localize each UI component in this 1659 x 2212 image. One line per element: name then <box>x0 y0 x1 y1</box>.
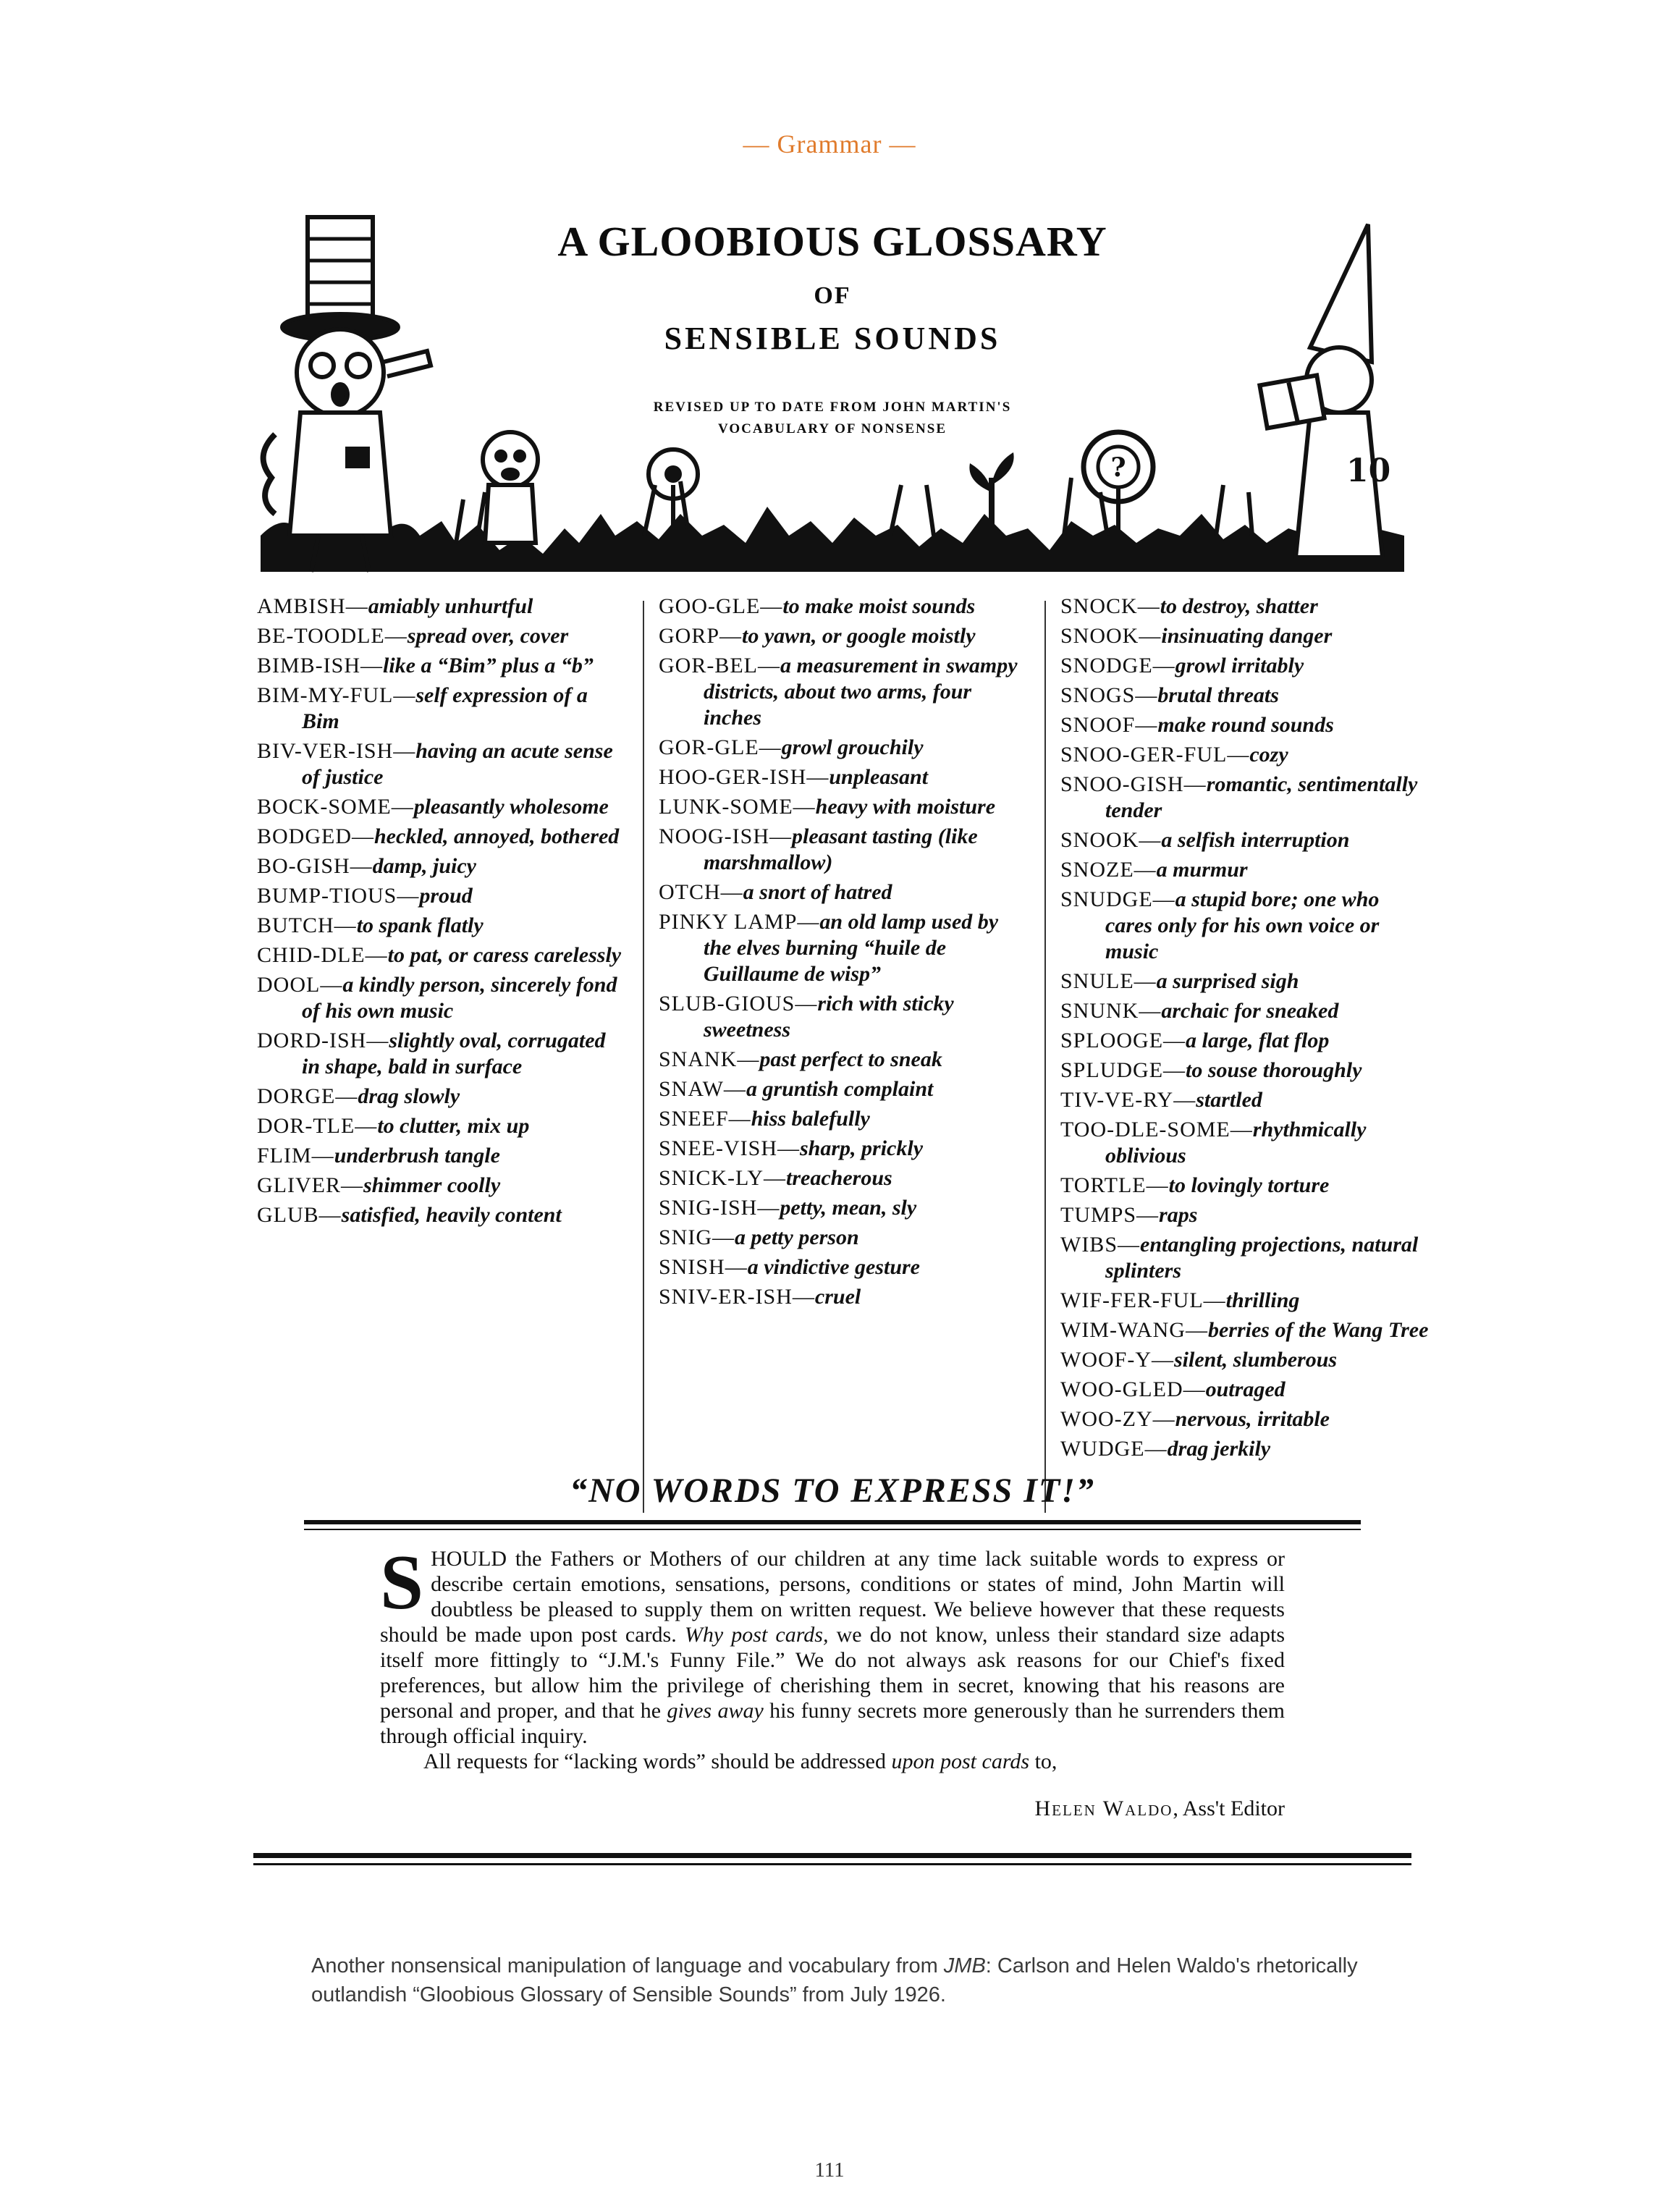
glossary-definition: a gruntish complaint <box>746 1077 934 1101</box>
glossary-definition: a murmur <box>1156 858 1248 882</box>
column-divider <box>643 601 644 1513</box>
glossary-term: DORGE— <box>257 1084 358 1108</box>
glossary-entry <box>1060 742 1430 768</box>
glossary-term: BUMP-TIOUS— <box>257 884 420 908</box>
glossary-definition: startled <box>1196 1088 1262 1112</box>
glossary-definition: amiably unhurtful <box>368 594 533 618</box>
page-number: 111 <box>814 2158 845 2182</box>
glossary-definition: underbrush tangle <box>334 1144 500 1168</box>
glossary-entry <box>257 1113 626 1139</box>
glossary-definition: drag slowly <box>358 1084 460 1108</box>
glossary-term: CHID-DLE— <box>257 943 388 967</box>
glossary-definition: a large, flat flop <box>1186 1029 1330 1052</box>
glossary-definition: to pat, or caress carelessly <box>387 943 622 967</box>
glossary-entry <box>659 879 1028 906</box>
glossary-definition: an old lamp used by the elves burning “huile de Guillaume de wisp” <box>704 910 999 986</box>
glossary-subtitle: SENSIBLE SOUNDS <box>664 321 1001 356</box>
glossary-definition: spread over, cover <box>407 624 569 648</box>
glossary-term: GOO-GLE— <box>659 594 783 618</box>
glossary-entry <box>1060 968 1430 995</box>
glossary-definition: heckled, annoyed, bothered <box>374 824 620 848</box>
glossary-definition: proud <box>419 884 473 908</box>
heading-rule-thin <box>304 1529 1361 1530</box>
glossary-term: SNIV-ER-ISH— <box>659 1285 815 1309</box>
glossary-term: SNEE-VISH— <box>659 1136 800 1160</box>
notice-text-part: we do not know, unless their standard size adapts itself more fittingly to “J.M.'s Funny File.” We do not always ask reasons for our Chief's fixed preferences, but allow him the privilege of cherishing them in secret, knowing that his reasons are personal and proper, and that he <box>380 1623 1285 1723</box>
flower-right-icon <box>1084 432 1153 543</box>
glossary-term: WUDGE— <box>1060 1437 1168 1461</box>
glossary-definition: cozy <box>1249 743 1288 767</box>
glossary-entry <box>257 1143 626 1169</box>
glossary-definition: to clutter, mix up <box>377 1114 530 1138</box>
glossary-definition: silent, slumberous <box>1174 1348 1338 1372</box>
glossary-definition: to destroy, shatter <box>1160 594 1318 618</box>
glossary-entry <box>1060 1406 1430 1432</box>
heading-rule-thick <box>304 1520 1361 1524</box>
glossary-column-1 <box>257 594 626 1232</box>
glossary-term: PINKY LAMP— <box>659 910 820 934</box>
glossary-entry <box>1060 1028 1430 1054</box>
glossary-term: TOO-DLE-SOME— <box>1060 1118 1253 1141</box>
glossary-entry <box>659 764 1028 790</box>
glossary-term: BODGED— <box>257 824 374 848</box>
glossary-term: FLIM— <box>257 1144 334 1168</box>
notice-request-line: All requests for “lacking words” should be addressed upon post cards to, <box>423 1749 1058 1773</box>
glossary-term: TUMPS— <box>1060 1203 1160 1227</box>
glossary-definition: satisfied, heavily content <box>341 1203 562 1227</box>
figure-caption: Another nonsensical manipulation of language and vocabulary from JMB: Carlson and Helen Waldo's rhetorically outlandish “Gloobious Glossary of Sensible Sounds” from July 1926. <box>311 1954 1358 2006</box>
glossary-entry <box>659 1106 1028 1132</box>
glossary-definition: make round sounds <box>1157 713 1334 737</box>
glossary-definition: archaic for sneaked <box>1161 999 1339 1023</box>
glossary-entry <box>659 991 1028 1043</box>
glossary-definition: insinuating danger <box>1161 624 1333 648</box>
glossary-definition: nervous, irritable <box>1175 1407 1330 1431</box>
glossary-definition: a stupid bore; one who cares only for his own voice or music <box>1105 887 1380 963</box>
glossary-entry <box>1060 594 1430 620</box>
glossary-term: DOR-TLE— <box>257 1114 378 1138</box>
glossary-term: SNAW— <box>659 1077 746 1101</box>
glossary-entry <box>659 909 1028 987</box>
glossary-term: SNUDGE— <box>1060 887 1175 911</box>
glossary-entry <box>1060 1058 1430 1084</box>
glossary-definition: slightly oval, corrugated in shape, bald in surface <box>302 1029 606 1078</box>
glossary-term: SNOOK— <box>1060 828 1162 852</box>
glossary-term: BOCK-SOME— <box>257 795 414 819</box>
glossary-column-3 <box>1060 594 1430 1466</box>
glossary-term: SPLUDGE— <box>1060 1058 1186 1082</box>
glossary-entry <box>1060 857 1430 883</box>
glossary-entry <box>659 1076 1028 1102</box>
elf-reading-illustration <box>1259 224 1390 557</box>
glossary-definition: growl irritably <box>1175 654 1304 677</box>
glossary-term: SNIG— <box>659 1225 735 1249</box>
glossary-definition: drag jerkily <box>1167 1437 1271 1461</box>
glossary-entry <box>659 794 1028 820</box>
glossary-definition: to yawn, or google moistly <box>742 624 976 648</box>
glossary-definition: raps <box>1159 1203 1198 1227</box>
glossary-entry <box>659 623 1028 649</box>
glossary-definition: a vindictive gesture <box>747 1255 920 1279</box>
glossary-title-of: OF <box>814 282 851 309</box>
glossary-entry <box>257 1084 626 1110</box>
glossary-definition: entangling projections, natural splinters <box>1105 1233 1419 1283</box>
glossary-entry <box>1060 827 1430 853</box>
notice-text <box>380 1540 1286 1821</box>
glossary-entry <box>1060 1173 1430 1199</box>
glossary-entry <box>1060 1347 1430 1373</box>
glossary-entry <box>1060 1288 1430 1314</box>
glossary-definition: hiss balefully <box>751 1107 870 1131</box>
glossary-definition: to make moist sounds <box>782 594 976 618</box>
glossary-term: SNULE— <box>1060 969 1157 993</box>
glossary-term: SNOGS— <box>1060 683 1158 707</box>
glossary-term: SNIG-ISH— <box>659 1196 780 1220</box>
glossary-entry <box>659 594 1028 620</box>
glossary-definition: petty, mean, sly <box>780 1196 917 1220</box>
notice-signature <box>380 1796 1285 1821</box>
glossary-term: SNOO-GER-FUL— <box>1060 743 1250 767</box>
glossary-term: GLIVER— <box>257 1173 363 1197</box>
signature-name: Helen Waldo <box>1034 1797 1173 1820</box>
glossary-term: SNOCK— <box>1060 594 1160 618</box>
glossary-entry <box>257 653 626 679</box>
glossary-term: DORD-ISH— <box>257 1029 389 1052</box>
glossary-term: BE-TOODLE— <box>257 624 408 648</box>
glossary-entry <box>1060 887 1430 965</box>
notice-text-part: his funny secrets more generously than he surrenders them through official inquiry. <box>380 1699 1286 1748</box>
glossary-term: SNOOK— <box>1060 624 1162 648</box>
notice-text-part: HOULD the Fathers or Mothers of our children at any time lack suitable words to express or describe certain emotions, sensations, persons, conditions or states of mind, John Martin will doubtless be pleased to supply them on written request. We believe however that these requests should be made upon post cards. <box>380 1547 1285 1647</box>
glossary-term: SLUB-GIOUS— <box>659 992 818 1016</box>
revised-line-1: REVISED UP TO DATE FROM JOHN MARTIN'S <box>653 400 1012 415</box>
glossary-term: BO-GISH— <box>257 854 373 878</box>
glossary-term: WIF-FER-FUL— <box>1060 1288 1226 1312</box>
glossary-term: SNICK-LY— <box>659 1166 786 1190</box>
glossary-plate <box>239 195 1429 1820</box>
glossary-definition: a petty person <box>735 1225 859 1249</box>
glossary-term: SNOOF— <box>1060 713 1158 737</box>
glossary-entry <box>1060 1202 1430 1228</box>
glossary-term: SNEEF— <box>659 1107 751 1131</box>
glossary-entry <box>1060 683 1430 709</box>
dog-illustration <box>483 432 538 543</box>
glossary-entry <box>659 735 1028 761</box>
glossary-definition: self expression of a Bim <box>302 683 588 733</box>
glossary-term: GORP— <box>659 624 743 648</box>
glossary-definition: to souse thoroughly <box>1186 1058 1362 1082</box>
glossary-entry <box>1060 653 1430 679</box>
glossary-definition: treacherous <box>786 1166 892 1190</box>
glossary-entry <box>1060 772 1430 824</box>
glossary-entry <box>257 683 626 735</box>
glossary-definition: berries of the Wang Tree <box>1207 1318 1429 1342</box>
glossary-entry <box>1060 712 1430 738</box>
glossary-term: SNANK— <box>659 1047 760 1071</box>
glossary-entry <box>1060 998 1430 1024</box>
bottom-rule-thin <box>253 1863 1411 1865</box>
glossary-term: SNISH— <box>659 1255 748 1279</box>
glossary-term: WIBS— <box>1060 1233 1140 1257</box>
glossary-term: GOR-BEL— <box>659 654 780 677</box>
glossary-definition: to spank flatly <box>356 913 484 937</box>
glossary-definition: rhythmically oblivious <box>1105 1118 1367 1168</box>
glossary-term: SNOO-GISH— <box>1060 772 1207 796</box>
glossary-entry <box>257 738 626 790</box>
glossary-entry <box>1060 623 1430 649</box>
glossary-term: BIM-MY-FUL— <box>257 683 416 707</box>
glossary-term: BIV-VER-ISH— <box>257 739 416 763</box>
glossary-term: SPLOOGE— <box>1060 1029 1186 1052</box>
glossary-entry <box>1060 1087 1430 1113</box>
caption-italic: JMB <box>943 1954 986 1977</box>
glossary-entry <box>257 1173 626 1199</box>
glossary-definition: sharp, prickly <box>800 1136 924 1160</box>
column-divider <box>1044 601 1046 1513</box>
glossary-term: HOO-GER-ISH— <box>659 765 830 789</box>
glossary-definition: a snort of hatred <box>743 880 892 904</box>
glossary-entry <box>257 972 626 1024</box>
glossary-entry <box>659 1225 1028 1251</box>
glossary-definition: a kindly person, sincerely fond of his own music <box>302 973 617 1023</box>
glossary-entry <box>1060 1436 1430 1462</box>
glossary-definition: cruel <box>814 1285 861 1309</box>
glossary-term: WIM-WANG— <box>1060 1318 1208 1342</box>
glossary-title: A GLOOBIOUS GLOSSARY <box>557 218 1107 265</box>
glossary-definition: shimmer coolly <box>363 1173 501 1197</box>
glossary-term: BUTCH— <box>257 913 357 937</box>
glossary-term: WOO-ZY— <box>1060 1407 1175 1431</box>
glossary-entry <box>659 1195 1028 1221</box>
glossary-definition: brutal threats <box>1157 683 1279 707</box>
glossary-term: TIV-VE-RY— <box>1060 1088 1196 1112</box>
glossary-definition: to lovingly torture <box>1168 1173 1330 1197</box>
glossary-entry <box>257 623 626 649</box>
glossary-entry <box>257 883 626 909</box>
glossary-entry <box>659 1047 1028 1073</box>
glossary-entry <box>1060 1117 1430 1169</box>
svg-text:10: 10 <box>1346 452 1391 489</box>
glossary-definition: past perfect to sneak <box>759 1047 942 1071</box>
glossary-term: TORTLE— <box>1060 1173 1169 1197</box>
glossary-term: AMBISH— <box>257 594 368 618</box>
glossary-definition: unpleasant <box>829 765 929 789</box>
notice-text-italic: Why post cards, <box>684 1623 829 1647</box>
glossary-term: OTCH— <box>659 880 743 904</box>
glossary-definition: outraged <box>1205 1377 1286 1401</box>
notice-text-italic: gives away <box>667 1699 764 1723</box>
glossary-definition: rich with sticky sweetness <box>704 992 954 1042</box>
glossary-definition: thrilling <box>1225 1288 1300 1312</box>
glossary-entry <box>257 913 626 939</box>
glossary-definition: damp, juicy <box>372 854 476 878</box>
glossary-term: SNODGE— <box>1060 654 1175 677</box>
glossary-term: SNOZE— <box>1060 858 1157 882</box>
running-head: — Grammar — <box>743 130 916 159</box>
glossary-entry <box>257 942 626 968</box>
drop-cap: S <box>380 1540 424 1626</box>
glossary-definition: romantic, sentimentally tender <box>1105 772 1418 822</box>
top-hat-man-illustration <box>263 217 431 572</box>
glossary-definition: a surprised sigh <box>1156 969 1299 993</box>
signature-title: , Ass't Editor <box>1173 1797 1285 1820</box>
glossary-entry <box>257 853 626 879</box>
glossary-column-2 <box>659 594 1028 1314</box>
bottom-rule-thick <box>253 1853 1411 1858</box>
glossary-definition: a selfish interruption <box>1161 828 1350 852</box>
glossary-entry <box>659 1254 1028 1280</box>
glossary-definition: heavy with moisture <box>815 795 996 819</box>
glossary-entry <box>659 824 1028 876</box>
glossary-term: LUNK-SOME— <box>659 795 816 819</box>
glossary-entry <box>257 794 626 820</box>
glossary-entry <box>257 824 626 850</box>
glossary-term: GOR-GLE— <box>659 735 782 759</box>
glossary-definition: pleasantly wholesome <box>413 795 609 819</box>
glossary-definition: a measurement in swampy districts, about two arms, four inches <box>704 654 1018 730</box>
glossary-entry <box>257 1028 626 1080</box>
glossary-definition: having an acute sense of justice <box>302 739 613 789</box>
glossary-definition: like a “Bim” plus a “b” <box>383 654 594 677</box>
glossary-entry <box>1060 1317 1430 1343</box>
glossary-term: WOO-GLED— <box>1060 1377 1206 1401</box>
glossary-entry <box>659 1165 1028 1191</box>
glossary-entry <box>659 1284 1028 1310</box>
glossary-term: NOOG-ISH— <box>659 824 792 848</box>
glossary-definition: pleasant tasting (like marshmallow) <box>704 824 978 874</box>
glossary-entry <box>1060 1377 1430 1403</box>
glossary-definition: growl grouchily <box>781 735 924 759</box>
glossary-entry <box>659 1136 1028 1162</box>
glossary-term: WOOF-Y— <box>1060 1348 1174 1372</box>
glossary-entry <box>659 653 1028 731</box>
revised-line-2: VOCABULARY OF NONSENSE <box>717 421 947 436</box>
illustrated-banner <box>239 195 1426 601</box>
no-words-heading: “NO WORDS TO EXPRESS IT!” <box>570 1472 1095 1510</box>
svg-text:?: ? <box>1110 452 1126 483</box>
glossary-entry <box>257 1202 626 1228</box>
glossary-term: SNUNK— <box>1060 999 1162 1023</box>
glossary-term: GLUB— <box>257 1203 342 1227</box>
glossary-term: BIMB-ISH— <box>257 654 384 677</box>
glossary-entry <box>257 594 626 620</box>
glossary-term: DOOL— <box>257 973 343 997</box>
glossary-entry <box>1060 1232 1430 1284</box>
